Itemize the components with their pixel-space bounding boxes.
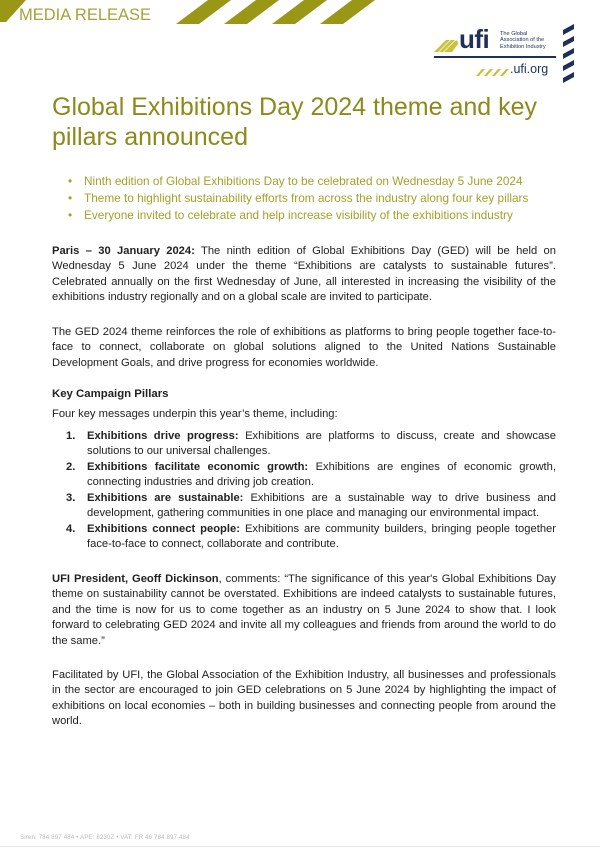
dateline: Paris – 30 January 2024:: [52, 245, 195, 257]
ufi-tagline: [500, 31, 560, 50]
highlights-list: [68, 173, 528, 223]
section-heading: Key Campaign Pillars: [52, 388, 169, 400]
media-release-label: MEDIA RELEASE: [19, 6, 152, 24]
pillar-number: 2.: [66, 461, 76, 473]
www-swoosh-icon: [476, 67, 512, 77]
footer-legal: Siren: 784 897 484 • APE: 8230Z • VAT: FR 46 784 897 484: [20, 835, 190, 841]
highlight-text: Everyone invited to celebrate and help increase visibility of the exhibitions industry: [84, 207, 513, 222]
pillars-list: [66, 429, 556, 553]
bullet-icon: •: [68, 174, 73, 188]
highlight-item: [68, 207, 528, 224]
ufi-url: .ufi.org: [510, 62, 549, 76]
pillar-number: 4.: [66, 523, 76, 535]
pillar-text: Exhibitions are engines of economic growth, connecting industries and driving job creation.: [87, 461, 556, 489]
theme-paragraph: The GED 2024 theme reinforces the role of exhibitions as platforms to bring people together face-to-face to connect, collaborate on global solutions aligned to the United Nations Sustainable Development Goals, and drive progress for economies worldwide.: [52, 326, 556, 369]
tagline-line: The Global: [500, 31, 528, 37]
pillar-number: 1.: [66, 430, 76, 442]
pillar-title: Exhibitions drive progress:: [87, 430, 239, 442]
quote-text: , comments: “The significance of this year's Global Exhibitions Day theme on sustainability cannot be overstated. Exhibitions are indeed catalysts to sustainable futures, and the time is now for us to come together as an industry on 5 June 2024 to show that. I look forward to celebrating GED 2024 and invite all my colleagues and friends from around the world to do the same.”: [52, 573, 556, 647]
pillar-item: [66, 491, 556, 521]
ufi-stripes-icon: [560, 22, 576, 84]
pillar-title: Exhibitions are sustainable:: [87, 492, 244, 504]
closing-paragraph: Facilitated by UFI, the Global Association of the Exhibition Industry, all businesses and professionals in the sector are encouraged to join GED celebrations on 5 June 2024 by highlighting the impact of exhibitions on local economies – both in building businesses and connecting people from around the world.: [52, 669, 556, 728]
logo-divider: [434, 56, 556, 58]
speaker-name: UFI President, Geoff Dickinson: [52, 573, 219, 585]
highlight-text: Theme to highlight sustainability efforts from across the industry along four key pillars: [84, 190, 529, 205]
footer-divider: [0, 846, 600, 847]
ufi-logo: [432, 22, 577, 84]
pillar-text: Exhibitions are community builders, bringing people together face-to-face to connect, collaborate and contribute.: [87, 523, 556, 551]
pillar-text: Exhibitions are a sustainable way to drive business and development, gathering communities in one place and managing our environmental impact.: [87, 492, 556, 520]
intro-paragraph: [52, 244, 556, 306]
highlight-item: [68, 173, 528, 190]
pillar-item: [66, 429, 556, 459]
pillar-title: Exhibitions facilitate economic growth:: [87, 461, 309, 473]
highlight-item: [68, 190, 528, 207]
pillar-text: Exhibitions are platforms to discuss, create and showcase solutions to our universal challenges.: [87, 430, 556, 458]
pillar-title: Exhibitions connect people:: [87, 523, 240, 535]
bullet-icon: •: [68, 207, 73, 222]
section-intro: Four key messages underpin this year’s theme, including:: [52, 408, 338, 420]
pillar-number: 3.: [66, 492, 76, 504]
ufi-swoosh-icon: [432, 32, 462, 54]
pillar-item: [66, 522, 556, 552]
page-title: Global Exhibitions Day 2024 theme and key pillars announced: [52, 93, 538, 151]
highlight-text: Ninth edition of Global Exhibitions Day to be celebrated on Wednesday 5 June 2024: [84, 174, 523, 188]
tagline-line: Association of the: [500, 37, 545, 44]
intro-text: The ninth edition of Global Exhibitions Day (GED) will be held on Wednesday 5 June 2024 under the theme “Exhibitions are catalysts to sustainable futures”. Celebrated annually on the first Wednesday of June, all interested in increasing the visibility of the exhibitions industry regionally and on a global scale are invited to participate.: [52, 245, 556, 304]
quote-paragraph: [52, 572, 556, 649]
ufi-wordmark: ufi: [459, 24, 490, 54]
bullet-icon: •: [68, 190, 73, 205]
tagline-line: Exhibition Industry: [500, 43, 546, 50]
pillar-item: [66, 460, 556, 490]
